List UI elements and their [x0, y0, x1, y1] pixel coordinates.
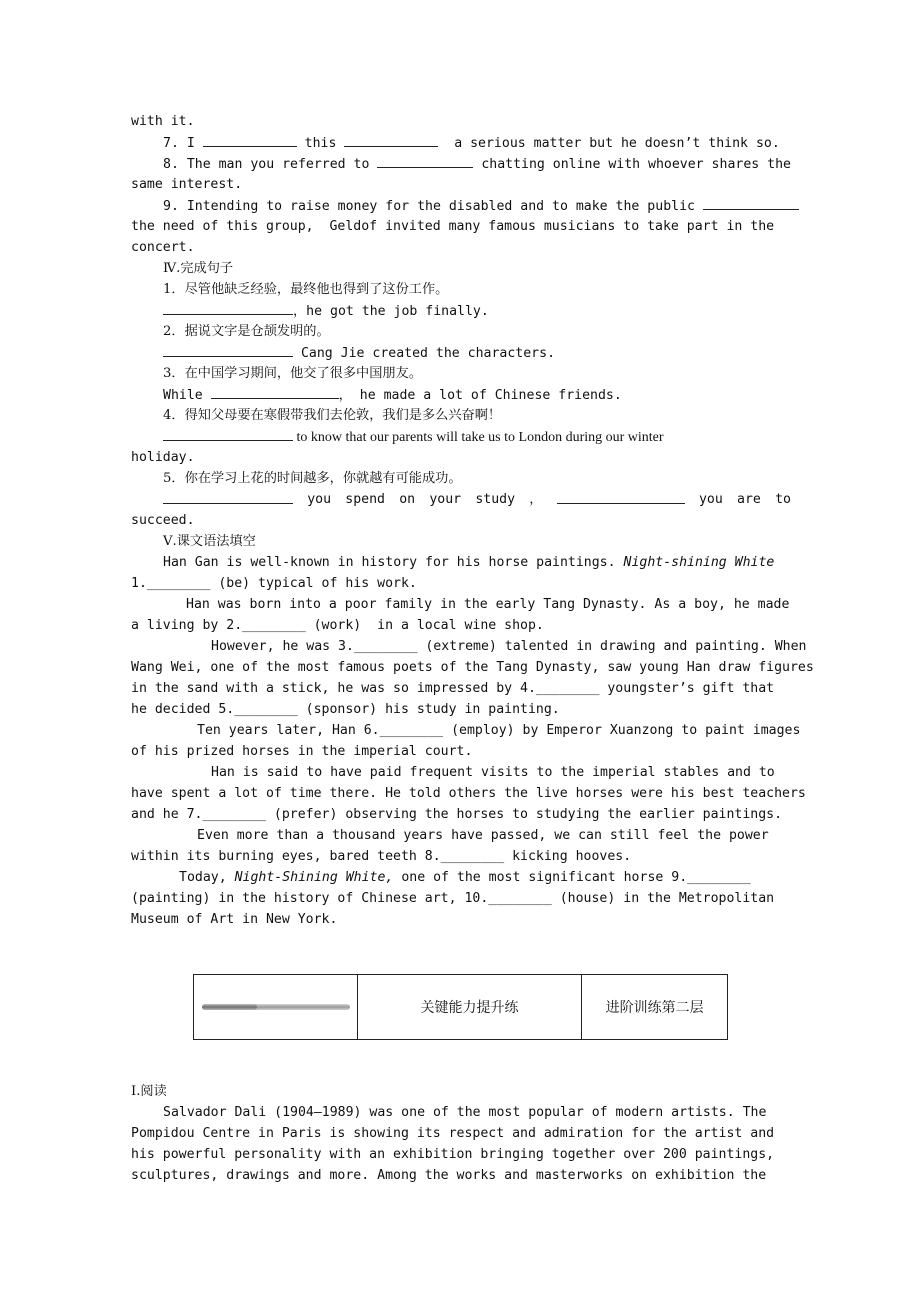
text-line: Wang Wei, one of the most famous poets of the Tang Dynasty, saw young Han draw figures	[131, 660, 814, 675]
section-heading-reading: Ⅰ.阅读	[131, 1084, 167, 1099]
answer-blank[interactable]	[211, 384, 339, 399]
text-line: Han was born into a poor family in the early Tang Dynasty. As a boy, he made	[186, 597, 790, 612]
sentence-en-justified: you spend on your study ， you are to	[131, 489, 791, 510]
exercise-page	[131, 111, 814, 930]
answer-blank[interactable]	[203, 132, 297, 147]
sentence-en: to know that our parents will take us to London during our winter	[131, 426, 791, 447]
section-heading-v: Ⅴ.课文语法填空	[163, 534, 256, 549]
answer-blank[interactable]	[377, 153, 473, 168]
text-line: Today, Night-Shining White, one of the most significant horse 9.________	[179, 870, 751, 885]
text-line: Salvador Dali (1904—1989) was one of the most popular of modern artists. The	[163, 1105, 767, 1120]
text-line: the need of this group, Geldof invited many famous musicians to take part in the	[131, 219, 775, 234]
text-line: Han Gan is well-known in history for his horse paintings. Night-shining White	[163, 555, 775, 570]
text-line: in the sand with a stick, he was so impressed by 4.________ youngster’s gift that	[131, 681, 775, 696]
sentence-cn: 4．得知父母要在寒假带我们去伦敦，我们是多么兴奋啊！	[163, 408, 502, 423]
sentence-en: Cang Jie created the characters.	[131, 342, 791, 363]
answer-blank[interactable]	[163, 489, 293, 504]
answer-blank[interactable]	[163, 342, 293, 357]
text-line: Pompidou Centre in Paris is showing its respect and admiration for the artist and	[131, 1126, 775, 1141]
answer-blank[interactable]	[163, 426, 293, 441]
section-heading-iv: Ⅳ.完成句子	[163, 261, 234, 276]
sentence-cn: 2．据说文字是仓颉发明的。	[163, 324, 330, 339]
text-line: with it.	[131, 114, 195, 129]
text-line: Museum of Art in New York.	[131, 912, 338, 927]
sentence-cn: 5．你在学习上花的时间越多，你就越有可能成功。	[163, 471, 462, 486]
answer-blank[interactable]	[557, 489, 685, 504]
section-banner	[193, 974, 728, 1040]
banner-progress-cell	[194, 975, 358, 1039]
text-line: concert.	[131, 240, 195, 255]
text-line: holiday.	[131, 450, 195, 465]
text-line: Han is said to have paid frequent visits to the imperial stables and to	[211, 765, 775, 780]
sentence-en: ，he got the job finally.	[131, 300, 791, 321]
text-line: and he 7.________ (prefer) observing the horses to studying the earlier paintings.	[131, 807, 783, 822]
text-line: his powerful personality with an exhibition bringing together over 200 paintings,	[131, 1147, 775, 1162]
text-line: a living by 2.________ (work) in a local wine shop.	[131, 618, 544, 633]
text-line: Ten years later, Han 6.________ (employ) by Emperor Xuanzong to paint images	[197, 723, 801, 738]
answer-blank[interactable]	[344, 132, 438, 147]
text-line: within its burning eyes, bared teeth 8.________ kicking hooves.	[131, 849, 632, 864]
progress-bar-decoration	[202, 1004, 350, 1010]
text-line: 1.________ (be) typical of his work.	[131, 576, 417, 591]
answer-blank[interactable]	[163, 300, 293, 315]
sentence-en: While ， he made a lot of Chinese friends.	[131, 384, 791, 405]
text-line: However, he was 3.________ (extreme) talented in drawing and painting. When	[211, 639, 807, 654]
text-line: same interest.	[131, 177, 243, 192]
answer-blank[interactable]	[703, 195, 799, 210]
question-8: 8. The man you referred to chatting online with whoever shares the	[131, 153, 791, 174]
text-line: sculptures, drawings and more. Among the works and masterworks on exhibition the	[131, 1168, 767, 1183]
question-9: 9. Intending to raise money for the disabled and to make the public	[131, 195, 791, 216]
text-line: he decided 5.________ (sponsor) his study in painting.	[131, 702, 560, 717]
text-line: of his prized horses in the imperial court.	[131, 744, 473, 759]
text-line: (painting) in the history of Chinese art, 10.________ (house) in the Metropolitan	[131, 891, 775, 906]
sentence-cn: 1．尽管他缺乏经验，最终他也得到了这份工作。	[163, 282, 449, 297]
sentence-cn: 3．在中国学习期间，他交了很多中国朋友。	[163, 366, 422, 381]
reading-section	[131, 1081, 791, 1186]
text-line: have spent a lot of time there. He told others the live horses were his best teachers	[131, 786, 806, 801]
banner-level: 进阶训练第二层	[605, 1000, 704, 1016]
text-line: succeed.	[131, 513, 195, 528]
banner-title: 关键能力提升练	[358, 975, 583, 1039]
text-line: Even more than a thousand years have passed, we can still feel the power	[197, 828, 769, 843]
question-7: 7. I this a serious matter but he doesn’t think so.	[131, 132, 791, 153]
